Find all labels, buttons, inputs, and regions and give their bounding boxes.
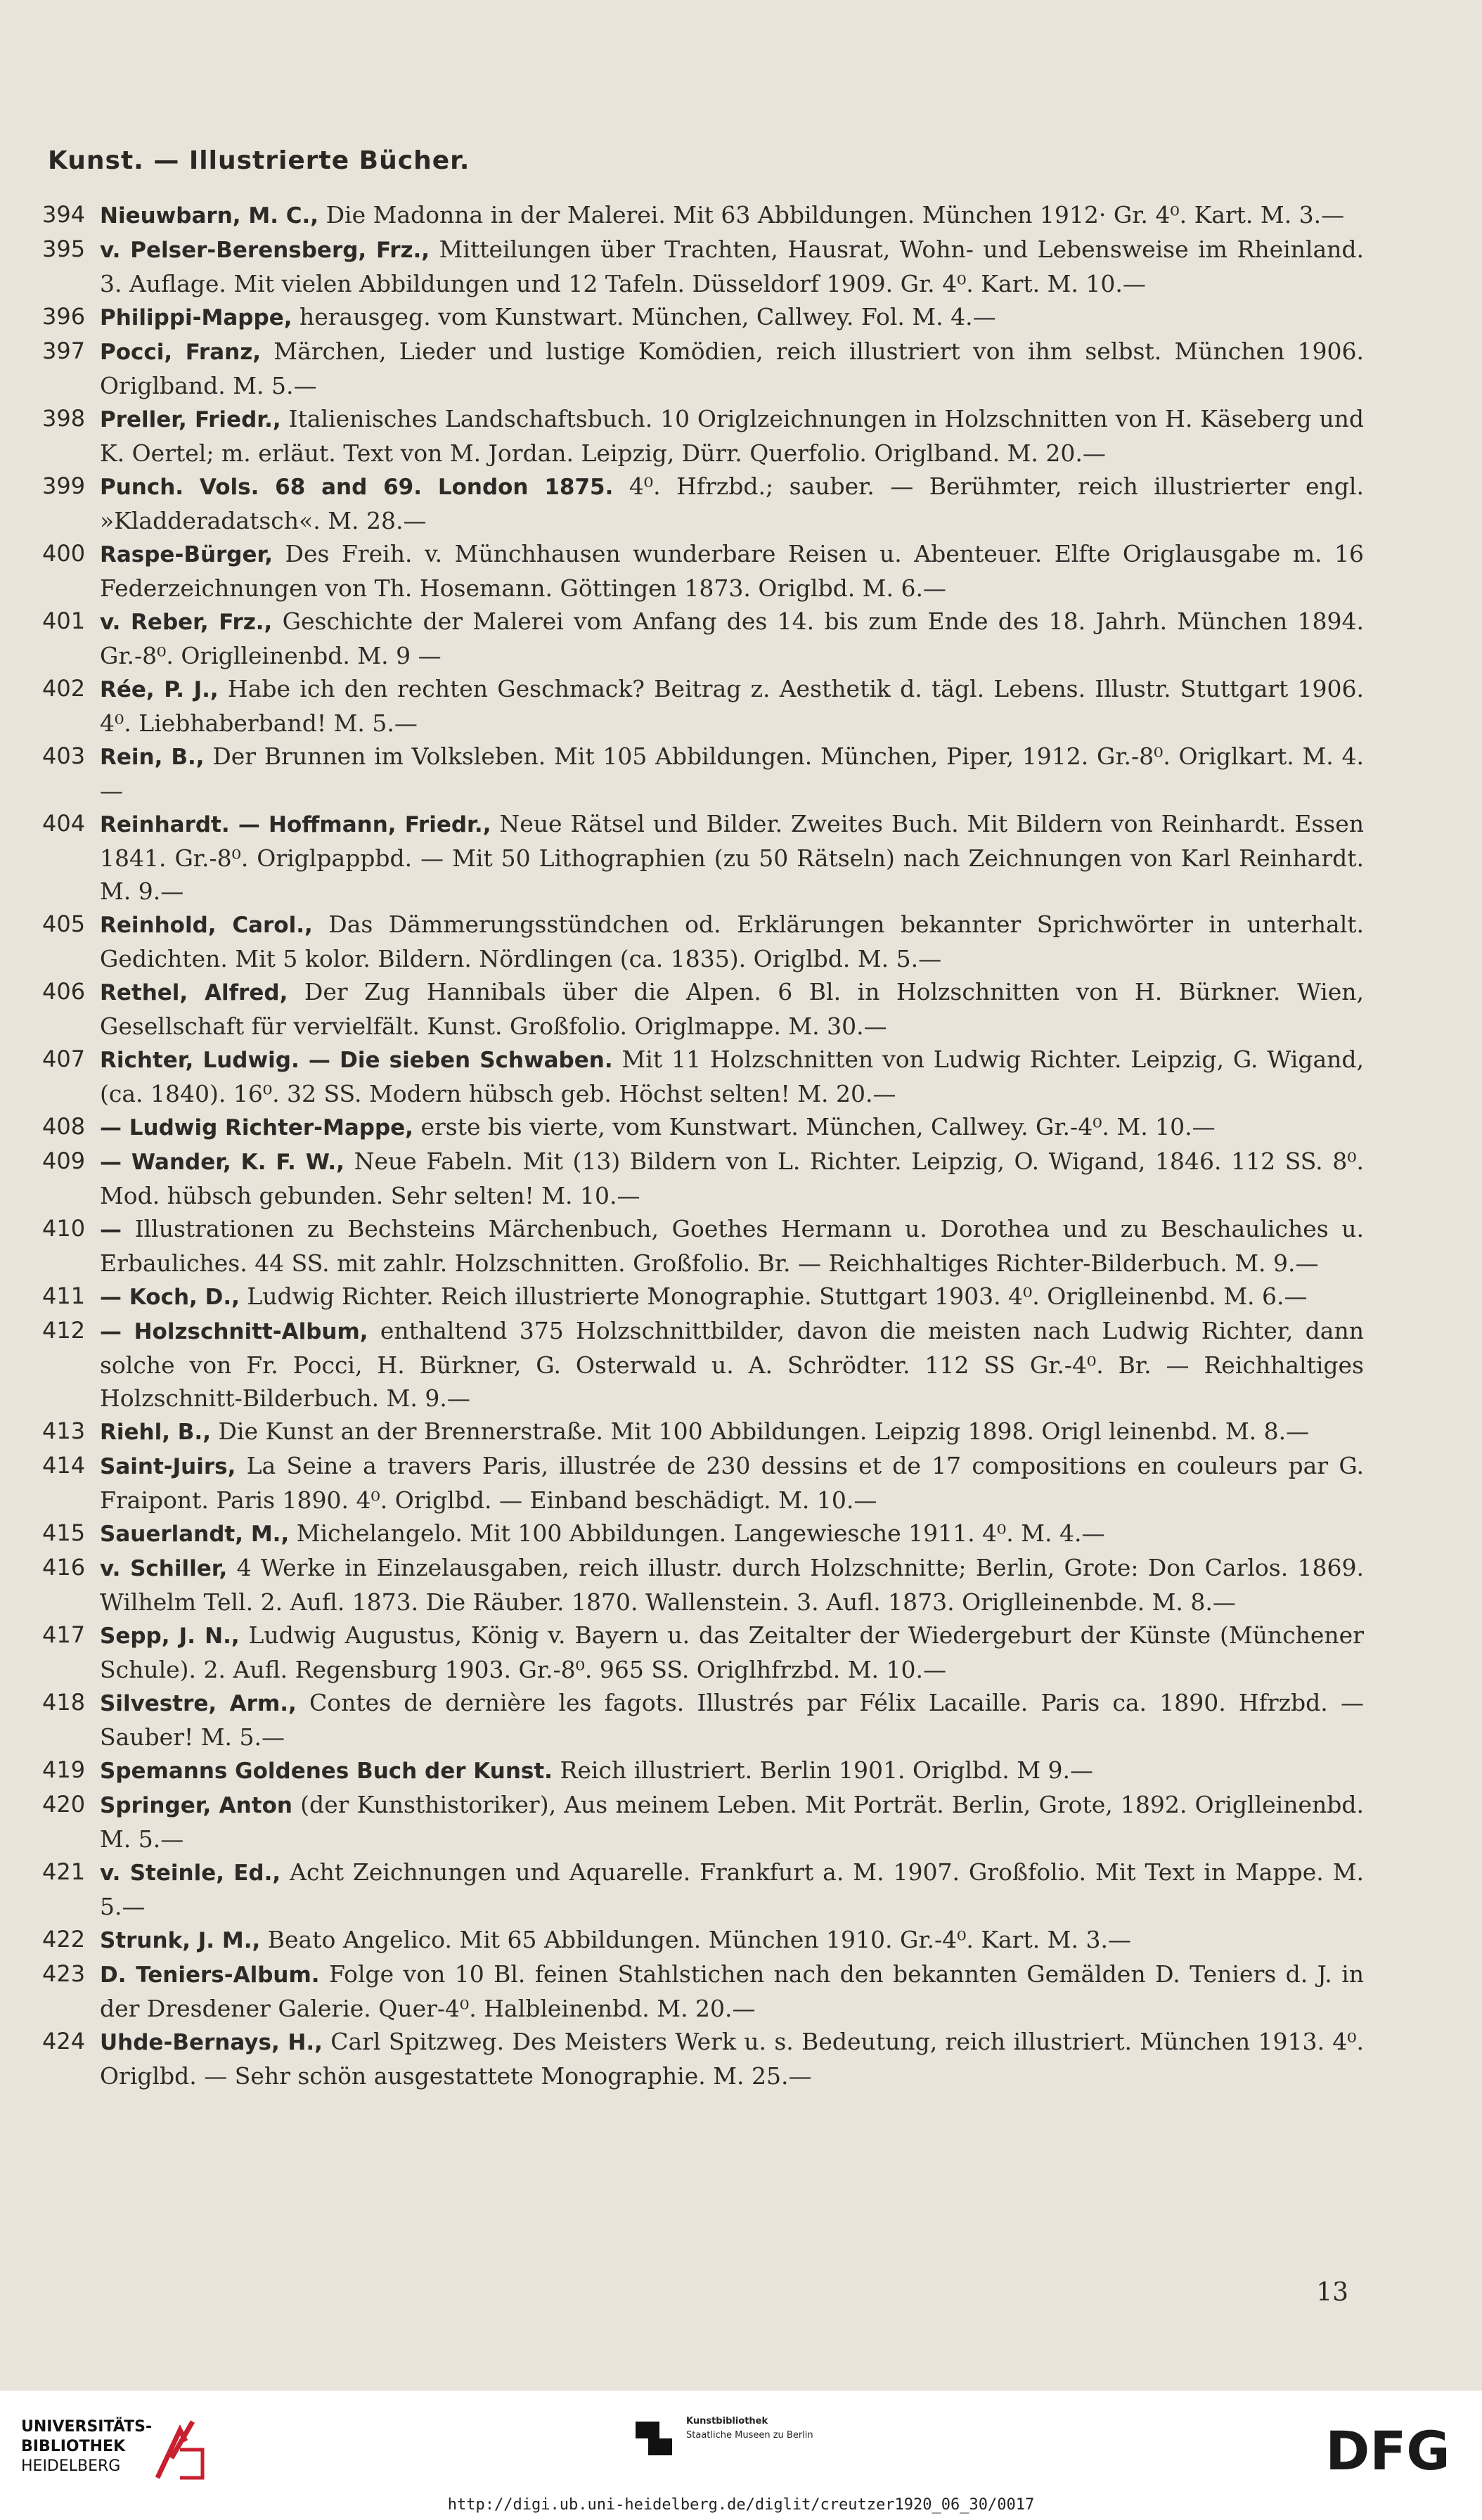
entry-number: 410 bbox=[42, 1215, 86, 1242]
entry-body: Reich illustriert. Berlin 1901. Origlbd. M 9.— bbox=[560, 1756, 1094, 1784]
catalog-entry bbox=[42, 1449, 1364, 1517]
entry-description bbox=[100, 1754, 1364, 1788]
entry-number: 402 bbox=[42, 675, 86, 702]
entry-body: Neue Fabeln. Mit (13) Bildern von L. Richter. Leipzig, O. Wigand, 1846. 112 SS. 8⁰. Mod. hübsch gebunden. Sehr selten! M. 10.— bbox=[100, 1148, 1364, 1209]
entry-description bbox=[100, 1043, 1364, 1110]
entry-description bbox=[100, 1686, 1364, 1754]
catalog-entry bbox=[42, 1619, 1364, 1686]
uni-logo-line3: HEIDELBERG bbox=[21, 2457, 121, 2475]
entry-number: 413 bbox=[42, 1418, 86, 1444]
entry-body: enthaltend 375 Holzschnittbilder, davon die meisten nach Ludwig Richter, dann solche von Fr. Pocci, H. Bürkner, G. Osterwald u. A. Schrödter. 112 SS Gr.-4⁰. Br. — Reichhaltiges Holzschnitt-Bilderbuch. M. 9.— bbox=[100, 1317, 1364, 1412]
entry-description bbox=[100, 807, 1364, 908]
entry-author: Riehl, B., bbox=[100, 1420, 211, 1445]
entry-body: Die Kunst an der Brennerstraße. Mit 100 Abbildungen. Leipzig 1898. Origl leinenbd. M. 8.— bbox=[218, 1418, 1310, 1445]
entry-number: 411 bbox=[42, 1282, 86, 1309]
entry-body: Acht Zeichnungen und Aquarelle. Frankfurt a. M. 1907. Großfolio. Mit Text in Mappe. M. 5.— bbox=[100, 1858, 1364, 1920]
entry-author: Saint-Juirs, bbox=[100, 1454, 236, 1479]
catalog-entry bbox=[42, 1145, 1364, 1212]
catalog-entry bbox=[42, 1923, 1364, 1958]
catalog-entry bbox=[42, 975, 1364, 1043]
entry-body: Geschichte der Malerei vom Anfang des 14. bis zum Ende des 18. Jahrh. München 1894. Gr.-8⁰. Origlleinenbd. M. 9 — bbox=[100, 608, 1364, 669]
catalog-entry bbox=[42, 1280, 1364, 1314]
university-emblem-icon bbox=[152, 2416, 208, 2483]
entry-body: Ludwig Augustus, König v. Bayern u. das Zeitalter der Wiedergeburt der Künste (Münchener Schule). 2. Aufl. Regensburg 1903. Gr.-8⁰. 965 SS. Origlhfrzbd. M. 10.— bbox=[100, 1621, 1364, 1683]
entry-description bbox=[100, 198, 1364, 233]
entry-author: — Ludwig Richter-Mappe, bbox=[100, 1115, 413, 1140]
entry-description bbox=[100, 1314, 1364, 1415]
catalog-entry bbox=[42, 1754, 1364, 1788]
entry-body: Ludwig Richter. Reich illustrierte Monographie. Stuttgart 1903. 4⁰. Origlleinenbd. M. 6.— bbox=[247, 1282, 1308, 1310]
entry-author: Springer, Anton bbox=[100, 1793, 292, 1818]
entry-number: 397 bbox=[42, 338, 86, 364]
entry-number: 412 bbox=[42, 1317, 86, 1344]
dfg-logo[interactable] bbox=[1317, 2422, 1458, 2478]
entry-body: Contes de dernière les fagots. Illustrés par Félix Lacaille. Paris ca. 1890. Hfrzbd. — Sauber! M. 5.— bbox=[100, 1689, 1364, 1751]
entry-description bbox=[100, 1415, 1364, 1449]
dfg-logo-text: DFG bbox=[1325, 2422, 1450, 2478]
entry-author: Spemanns Goldenes Buch der Kunst. bbox=[100, 1759, 553, 1784]
entry-author: Sepp, J. N., bbox=[100, 1624, 240, 1649]
entry-body: La Seine a travers Paris, illustrée de 230 dessins et de 17 compositions en couleurs par G. Fraipont. Paris 1890. 4⁰. Origlbd. — Einband beschädigt. M. 10.— bbox=[100, 1452, 1364, 1514]
catalog-entry bbox=[42, 740, 1364, 807]
entry-description bbox=[100, 1517, 1364, 1551]
entry-number: 420 bbox=[42, 1791, 86, 1818]
entry-number: 403 bbox=[42, 742, 86, 769]
entry-description bbox=[100, 233, 1364, 300]
entry-number: 415 bbox=[42, 1519, 86, 1546]
entry-number: 421 bbox=[42, 1858, 86, 1885]
entry-body: Neue Rätsel und Bilder. Zweites Buch. Mit Bildern von Reinhardt. Essen 1841. Gr.-8⁰. Origlpappbd. — Mit 50 Lithographien (zu 50 Rätseln) nach Zeichnungen von Karl Reinhardt. M. 9.— bbox=[100, 810, 1364, 905]
entry-description bbox=[100, 1923, 1364, 1958]
entry-author: D. Teniers-Album. bbox=[100, 1962, 320, 1988]
entry-body: 4⁰. Hfrzbd.; sauber. — Berühmter, reich illustrierter engl. »Kladderadatsch«. M. 28.— bbox=[100, 472, 1364, 534]
uni-logo-line2: BIBLIOTHEK bbox=[21, 2438, 126, 2455]
catalog-entry bbox=[42, 1110, 1364, 1145]
entry-author: — Holzschnitt-Album, bbox=[100, 1319, 368, 1344]
entry-description bbox=[100, 908, 1364, 975]
entry-author: Sauerlandt, M., bbox=[100, 1522, 290, 1547]
page-number: 13 bbox=[1316, 2278, 1348, 2307]
entry-author: — Wander, K. F. W., bbox=[100, 1150, 344, 1175]
entry-author: Philippi-Mappe, bbox=[100, 305, 292, 330]
entry-author: Rée, P. J., bbox=[100, 677, 219, 702]
kunstbibliothek-logo-icon[interactable] bbox=[631, 2417, 676, 2458]
entry-body: Das Dämmerungsstündchen od. Erklärungen bekannter Sprichwörter in unterhalt. Gedichten. Mit 5 kolor. Bildern. Nördlingen (ca. 1835). Origlbd. M. 5.— bbox=[100, 911, 1365, 972]
entry-body: Des Freih. v. Münchhausen wunderbare Reisen u. Abenteuer. Elfte Origlausgabe m. 16 Federzeichnungen von Th. Hosemann. Göttingen 1873. Origlbd. M. 6.— bbox=[100, 540, 1364, 602]
entry-body: Folge von 10 Bl. feinen Stahlstichen nach den bekannten Gemälden D. Teniers d. J. in der Dresdener Galerie. Quer-4⁰. Halbleinenbd. M. 20.— bbox=[100, 1960, 1365, 2022]
entry-description bbox=[100, 605, 1364, 672]
entry-number: 419 bbox=[42, 1756, 86, 1783]
entry-description bbox=[100, 300, 1364, 335]
entry-number: 394 bbox=[42, 201, 86, 228]
entry-author: Rein, B., bbox=[100, 745, 205, 770]
entry-description bbox=[100, 1145, 1364, 1212]
catalog-entry bbox=[42, 1958, 1364, 2025]
entry-author: Nieuwbarn, M. C., bbox=[100, 203, 319, 229]
entry-number: 414 bbox=[42, 1452, 86, 1479]
entry-author: Reinhold, Carol., bbox=[100, 913, 313, 938]
kunstbibliothek-label bbox=[686, 2415, 813, 2443]
entry-author: Richter, Ludwig. — Die sieben Schwaben. bbox=[100, 1048, 613, 1073]
entry-description bbox=[100, 1449, 1364, 1517]
entry-author: Reinhardt. — Hoffmann, Friedr., bbox=[100, 812, 491, 837]
entry-description bbox=[100, 335, 1364, 402]
entry-number: 405 bbox=[42, 911, 86, 937]
entry-author: Uhde-Bernays, H., bbox=[100, 2030, 323, 2055]
entry-body: Der Zug Hannibals über die Alpen. 6 Bl. in Holzschnitten von H. Bürkner. Wien, Gesellschaft für vervielfält. Kunst. Großfolio. Origlmappe. M. 30.— bbox=[100, 978, 1364, 1040]
entry-body: Der Brunnen im Volksleben. Mit 105 Abbildungen. München, Piper, 1912. Gr.-8⁰. Origlkart. M. 4.— bbox=[100, 742, 1364, 804]
catalog-entry bbox=[42, 672, 1364, 740]
entry-author: v. Pelser-Berensberg, Frz., bbox=[100, 238, 430, 263]
entry-body: Mitteilungen über Trachten, Hausrat, Wohn- und Lebensweise im Rheinland. 3. Auflage. Mit vielen Abbildungen und 12 Tafeln. Düsseldorf 1909. Gr. 4⁰. Kart. M. 10.— bbox=[100, 236, 1364, 297]
footer bbox=[0, 2391, 1482, 2520]
entry-description bbox=[100, 470, 1364, 537]
entry-number: 398 bbox=[42, 405, 86, 432]
source-url[interactable]: http://digi.ub.uni-heidelberg.de/diglit/creutzer1920_06_30/0017 bbox=[447, 2496, 1035, 2514]
entry-number: 396 bbox=[42, 303, 86, 330]
kunstbibliothek-subtitle: Staatliche Museen zu Berlin bbox=[686, 2430, 813, 2441]
entry-body: Die Madonna in der Malerei. Mit 63 Abbildungen. München 1912· Gr. 4⁰. Kart. M. 3.— bbox=[326, 201, 1345, 229]
entry-body: (der Kunsthistoriker), Aus meinem Leben. Mit Porträt. Berlin, Grote, 1892. Origlleinenbd. M. 5.— bbox=[100, 1791, 1364, 1853]
entry-author: Rethel, Alfred, bbox=[100, 980, 288, 1005]
catalog-entry bbox=[42, 300, 1364, 335]
section-heading: Kunst. — Illustrierte Bücher. bbox=[48, 146, 470, 175]
catalog-entry bbox=[42, 1415, 1364, 1449]
entry-description bbox=[100, 1551, 1364, 1619]
entry-number: 407 bbox=[42, 1046, 86, 1072]
catalog-entry bbox=[42, 1314, 1364, 1415]
entry-number: 395 bbox=[42, 236, 86, 262]
entry-author: — bbox=[100, 1217, 122, 1242]
entry-number: 423 bbox=[42, 1960, 86, 1987]
entry-body: Habe ich den rechten Geschmack? Beitrag z. Aesthetik d. tägl. Lebens. Illustr. Stuttgart 1906. 4⁰. Liebhaberband! M. 5.— bbox=[100, 675, 1364, 737]
entry-description bbox=[100, 402, 1364, 470]
entry-description bbox=[100, 1958, 1364, 2025]
entry-body: Beato Angelico. Mit 65 Abbildungen. München 1910. Gr.-4⁰. Kart. M. 3.— bbox=[267, 1926, 1131, 1953]
entry-author: v. Schiller, bbox=[100, 1556, 228, 1581]
entry-number: 401 bbox=[42, 608, 86, 634]
entry-author: Raspe-Bürger, bbox=[100, 542, 273, 567]
entry-author: Punch. Vols. 68 and 69. London 1875. bbox=[100, 475, 614, 500]
entry-description bbox=[100, 1788, 1364, 1856]
entry-body: Carl Spitzweg. Des Meisters Werk u. s. Bedeutung, reich illustriert. München 1913. 4⁰. Origlbd. — Sehr schön ausgestattete Monographie. M. 25.— bbox=[100, 2028, 1364, 2090]
entry-number: 408 bbox=[42, 1113, 86, 1140]
entry-description bbox=[100, 1856, 1364, 1923]
entry-description bbox=[100, 672, 1364, 740]
entry-body: Märchen, Lieder und lustige Komödien, reich illustriert von ihm selbst. München 1906. Origlband. M. 5.— bbox=[100, 338, 1364, 399]
entry-author: — Koch, D., bbox=[100, 1285, 240, 1310]
catalog-entry bbox=[42, 1686, 1364, 1754]
entry-description bbox=[100, 1280, 1364, 1314]
entry-number: 409 bbox=[42, 1148, 86, 1174]
entry-description bbox=[100, 2025, 1364, 2092]
catalog-entry bbox=[42, 2025, 1364, 2092]
entry-description bbox=[100, 1619, 1364, 1686]
entry-number: 399 bbox=[42, 472, 86, 499]
entry-author: Pocci, Franz, bbox=[100, 340, 262, 365]
catalog-entry bbox=[42, 1043, 1364, 1110]
entry-number: 404 bbox=[42, 810, 86, 837]
catalog-entry bbox=[42, 233, 1364, 300]
catalog-entry bbox=[42, 605, 1364, 672]
catalog-entry bbox=[42, 537, 1364, 605]
catalog-entry bbox=[42, 908, 1364, 975]
entry-description bbox=[100, 740, 1364, 807]
entry-description bbox=[100, 975, 1364, 1043]
entry-body: Mit 11 Holzschnitten von Ludwig Richter. Leipzig, G. Wigand, (ca. 1840). 16⁰. 32 SS. Modern hübsch geb. Höchst selten! M. 20.— bbox=[100, 1046, 1364, 1107]
kunstbibliothek-name: Kunstbibliothek bbox=[686, 2416, 768, 2426]
entry-body: 4 Werke in Einzelausgaben, reich illustr. durch Holzschnitte; Berlin, Grote: Don Carlos. 1869. Wilhelm Tell. 2. Aufl. 1873. Die Räuber. 1870. Wallenstein. 3. Aufl. 1873. Origlleinenbde. M. 8.— bbox=[100, 1554, 1364, 1616]
entry-description bbox=[100, 1110, 1364, 1145]
entry-description bbox=[100, 1212, 1364, 1280]
catalog-entry bbox=[42, 402, 1364, 470]
catalog-entry bbox=[42, 335, 1364, 402]
entry-description bbox=[100, 537, 1364, 605]
entry-author: Silvestre, Arm., bbox=[100, 1691, 297, 1716]
entry-number: 422 bbox=[42, 1926, 86, 1953]
catalog-entries bbox=[42, 198, 1364, 2092]
catalog-entry bbox=[42, 1856, 1364, 1923]
catalog-entry bbox=[42, 1788, 1364, 1856]
catalog-entry bbox=[42, 1551, 1364, 1619]
uni-logo-line1: UNIVERSITÄTS- bbox=[21, 2418, 153, 2436]
catalog-entry bbox=[42, 1212, 1364, 1280]
catalog-entry bbox=[42, 470, 1364, 537]
entry-number: 424 bbox=[42, 2028, 86, 2055]
entry-number: 418 bbox=[42, 1689, 86, 1716]
catalog-entry bbox=[42, 1517, 1364, 1551]
entry-body: herausgeg. vom Kunstwart. München, Callwey. Fol. M. 4.— bbox=[299, 303, 996, 330]
entry-body: Michelangelo. Mit 100 Abbildungen. Langewiesche 1911. 4⁰. M. 4.— bbox=[296, 1519, 1105, 1547]
entry-number: 417 bbox=[42, 1621, 86, 1648]
entry-body: Italienisches Landschaftsbuch. 10 Origlzeichnungen in Holzschnitten von H. Käseberg und K. Oertel; m. erläut. Text von M. Jordan. Leipzig, Dürr. Querfolio. Origlband. M. 20.— bbox=[100, 405, 1364, 467]
entry-number: 416 bbox=[42, 1554, 86, 1581]
entry-number: 400 bbox=[42, 540, 86, 567]
entry-body: Illustrationen zu Bechsteins Märchenbuch, Goethes Hermann u. Dorothea und zu Beschauliches u. Erbauliches. 44 SS. mit zahlr. Holzschnitten. Großfolio. Br. — Reichhaltiges Richter-Bilderbuch. M. 9.— bbox=[100, 1215, 1364, 1277]
entry-author: Strunk, J. M., bbox=[100, 1928, 261, 1953]
entry-number: 406 bbox=[42, 978, 86, 1005]
university-library-logo[interactable] bbox=[21, 2417, 152, 2476]
entry-body: erste bis vierte, vom Kunstwart. München, Callwey. Gr.-4⁰. M. 10.— bbox=[420, 1113, 1216, 1140]
catalog-entry bbox=[42, 198, 1364, 233]
entry-author: v. Reber, Frz., bbox=[100, 610, 273, 635]
catalog-entry bbox=[42, 807, 1364, 908]
entry-author: Preller, Friedr., bbox=[100, 407, 281, 432]
entry-author: v. Steinle, Ed., bbox=[100, 1860, 281, 1886]
